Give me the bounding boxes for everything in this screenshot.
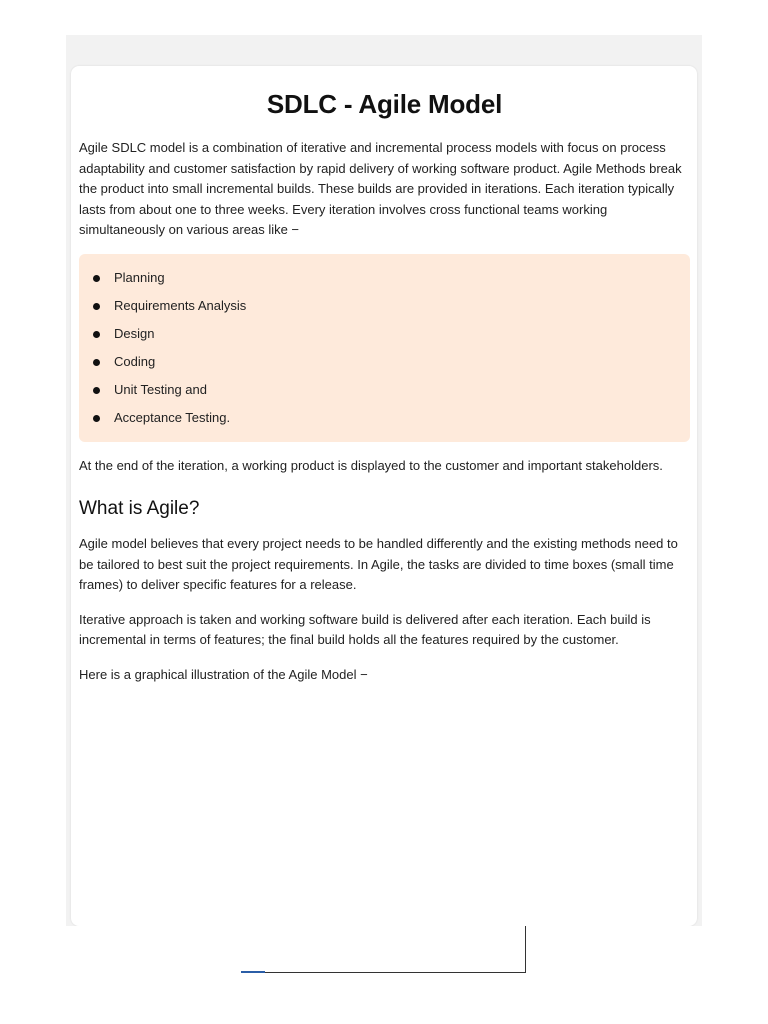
- agile-illustration-edge: [241, 926, 526, 973]
- bullet-icon: [93, 387, 100, 394]
- illustration-border-bottom: [265, 972, 526, 973]
- page-title: SDLC - Agile Model: [266, 89, 503, 119]
- areas-list-box: [79, 254, 690, 442]
- list-item: [79, 376, 690, 404]
- agile-paragraph-3: Here is a graphical illustration of the Agile Model −: [79, 666, 368, 682]
- list-item: [79, 404, 690, 432]
- bullet-icon: [93, 331, 100, 338]
- areas-list: [79, 264, 690, 432]
- bullet-icon: [93, 359, 100, 366]
- article-content: [79, 84, 690, 699]
- bullet-icon: [93, 275, 100, 282]
- bullet-icon: [93, 415, 100, 422]
- list-item-label: Unit Testing and: [114, 381, 207, 397]
- list-item-label: Coding: [114, 353, 156, 369]
- bullet-icon: [93, 303, 100, 310]
- list-item-label: Planning: [114, 269, 165, 285]
- agile-paragraph-1: Agile model believes that every project needs to be handled differently and the existing methods need to be tailored to best suit the project requirements. In Agile, the tasks are divided to time boxes (small time frames) to deliver specific features for a release.: [79, 536, 678, 592]
- list-item: [79, 348, 690, 376]
- after-list-paragraph: At the end of the iteration, a working product is displayed to the customer and important stakeholders.: [79, 457, 663, 473]
- illustration-accent: [241, 971, 265, 973]
- list-item-label: Acceptance Testing.: [114, 409, 231, 425]
- section-heading: What is Agile?: [79, 498, 200, 519]
- article-card: [71, 66, 697, 926]
- list-item: [79, 320, 690, 348]
- intro-paragraph: Agile SDLC model is a combination of iterative and incremental process models with focus on process adaptability and customer satisfaction by rapid delivery of working software product. Agile Methods break the product into small incremental builds. These builds are provided in iterations. Each iteration typically lasts from about one to three weeks. Every iteration involves cross functional teams working simultaneously on various areas like −: [79, 140, 682, 237]
- illustration-border-right: [525, 926, 526, 972]
- list-item-label: Requirements Analysis: [114, 297, 247, 313]
- list-item: [79, 264, 690, 292]
- list-item-label: Design: [114, 325, 155, 341]
- agile-paragraph-2: Iterative approach is taken and working software build is delivered after each iteration. Each build is incremental in terms of features; the final build holds all the features required by the customer.: [79, 611, 651, 647]
- list-item: [79, 292, 690, 320]
